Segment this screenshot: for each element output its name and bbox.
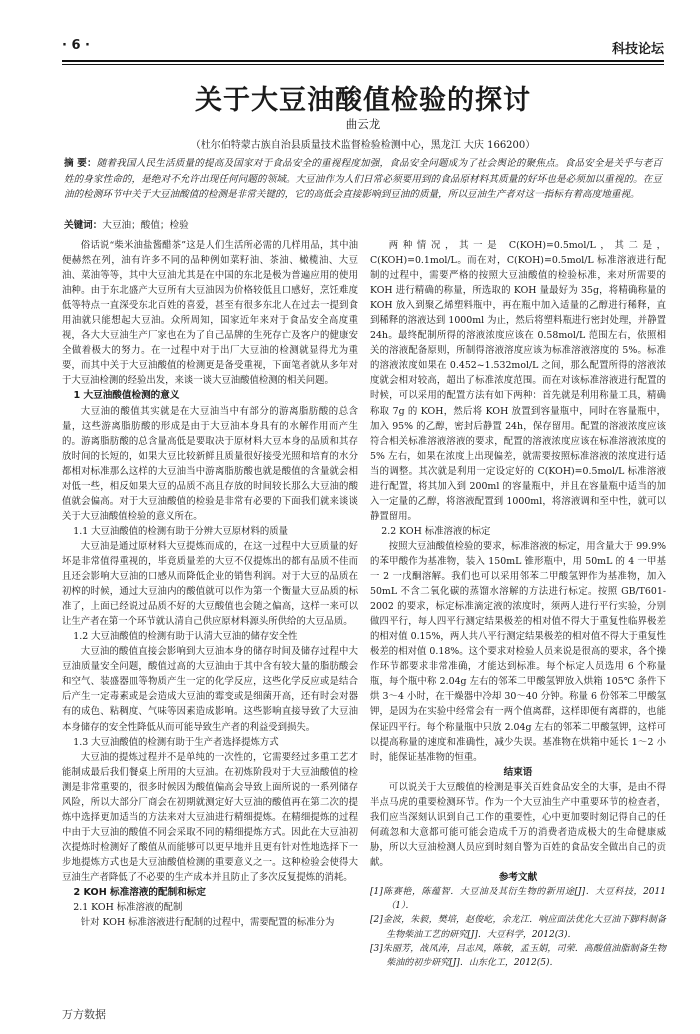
subsection-heading: 1.3 大豆油酸值的检测有助于生产者选择提炼方式 — [73, 736, 279, 748]
left-column — [62, 238, 358, 930]
paragraph: 大豆油是通过原材料大豆提炼而成的，在这一过程中大豆质量的好坏是非常值得重视的，毕竟质量差的大豆不仅提炼出的都有品质不佳而且还会影响大豆油的口感从而降低企业的销售利润。对于大豆的品质在初榨的时候，通过大豆油内的酸值就可以作为第一个衡量大豆品质的标准了，上面已经说过品质不好的大豆酸值也会随之偏高，这样一来可以让生产者在第一个环节就认清自己供应原材料源头所供给的大豆品质。 — [62, 540, 358, 628]
section-name: 科技论坛 — [611, 42, 664, 57]
footer-watermark: 万方数据 — [62, 1008, 106, 1021]
abstract-label: 摘 要： — [64, 158, 97, 169]
affiliation: （杜尔伯特蒙古族自治县质量技术监督检验检测中心，黑龙江 大庆 166200） — [190, 140, 536, 151]
section-heading: 2 KOH 标准溶液的配制和标定 — [73, 887, 206, 899]
subsection-heading: 2.2 KOH 标准溶液的标定 — [381, 525, 491, 537]
references-list — [370, 885, 666, 970]
paragraph: 大豆油的提炼过程并不是单纯的一次性的，它需要经过多重工艺才能制成最后我们餐桌上所用的大豆油。在初炼阶段对于大豆油酸值的检测是非常重要的，很多时候因为酸值偏高会导致上面所说的一系列储存风险，所以大部分厂商会在初期就测定好大豆油的酸值再在第二次的提炼中选择更加适当的方法来对大豆油进行精细提炼。在精细提炼的过程中由于大豆油的酸值不同会采取不同的精细提炼方式。因此在大豆油初次提炼时检测好了酸值从而能够可以更早地并且更有针对性地选择下一步地提炼方式也是大豆油酸值检测的重要意义之一。这种检验会使得大豆油生产者降低了不必要的生产成本并且防止了多次反复提炼的消耗。 — [62, 751, 358, 883]
paragraph: 针对 KOH 标准溶液进行配制的过程中，需要配置的标准分为 — [80, 917, 335, 929]
running-header — [62, 38, 664, 60]
header-rule-thin — [62, 64, 664, 65]
paragraph: 两种情况，其一是 C(KOH)=0.5mol/L，其二是，C(KOH)=0.1mol/L。而在对，C(KOH)=0.5mol/L 标准溶液进行配制的过程中，需要严格的按照大豆油酸值的检验标准，来对所需要的 KOH 进行精确的称量，所选取的 KOH 量最好为 35g，将精确称量的 KOH 放入到聚乙烯塑料瓶中，再在瓶中加入适量的乙醇进行稀释，直到稀释的溶液达到 1000ml 为止，然后将塑料瓶进行密封处理，并静置 24h。最终配制所得的溶液浓度应该在 0.58mol/L 范围左右，依照相关的溶液配备原则，所制得溶液溶度应该为标准溶液溶度的 5%。标准的溶液浓度如果在 0.452~1.532mol/L 之间，那么配置所得的溶液浓度就会相对较高，超出了标准浓度范围。而在对该标准溶液进行配置的时候，可以采用的配置方法有如下两种：首先就是利用称量工具，精确称取 7g 的 KOH，然后将 KOH 放置到容量瓶中，同时在容量瓶中，加入 95% 的乙醇，密封后静置 24h，保存留用。配置的溶液浓度应该符合相关标准溶液溶液的要求，配置的溶液浓度应该在标准溶液浓度的 5% 左右，如果在浓度上出现偏差，就需要按照标准溶液的浓度进行适当的调整。其次就是利用一定设定好的 C(KOH)=0.5mol/L 标准溶液进行配置，将其加入到 200ml 的容量瓶中，并且在容量瓶中适当的加入一定量的乙醇，将溶液配置到 1000ml，将溶液调和至中性，就可以静置留用。 — [370, 240, 666, 522]
abstract — [64, 156, 662, 203]
paragraph: 可以说关于大豆酸值的检测是事关百姓食品安全的大事，是由不得半点马虎的重要检测环节。作为一个大豆油生产中重要环节的检查者，我们应当深刻认识到自己工作的重要性，心中更加要时刻记得自己的任何疏忽和大意都可能可能会造成千万的消费者造成极大的生命健康威胁，所以大豆油检测人员应到时刻自警为百姓的食品安全做出自己的贡献。 — [370, 781, 666, 868]
keywords-label: 关键词： — [64, 220, 103, 231]
reference-item: [3]朱丽芳，战凤涛，吕志凤，陈敏，孟玉娟，司荣．高酸值油脂制备生物柴油的初步研究[J]．山东化工，2012(5)． — [370, 943, 666, 969]
section-heading: 1 大豆油酸值检测的意义 — [73, 390, 180, 402]
paragraph: 大豆油的酸值其实就是在大豆油当中有部分的游离脂肪酸的总含量，这些游离脂肪酸的形成是由于大豆油本身具有的水解作用而产生的。游离脂肪酸的总含量高低是要取决于原材料大豆本身的品质和其存放时间的长短的，如果大豆比较新鲜且质量很好接受光照和培育的水分都相对标准那么这样的大豆油当中游离脂肪酸也就是酸值的含量就会相对低一些，相反如果大豆的品质不高且存放的时间较长那么大豆油的酸值就会偏高。对于大豆油酸值的检验是非常有必要的下面我们就来谈谈关于大豆油酸值检验的意义所在。 — [62, 405, 358, 522]
references-heading: 参考文献 — [498, 871, 538, 883]
abstract-text: 随着我国人民生活质量的提高及国家对于食品安全的重视程度加强，食品安全问题成为了社会舆论的聚焦点。食品安全是关乎与老百姓的身家性命的，是绝对不允许出现任何问题的领域。大豆油作为人们日常必须要用到的食品原材料其质量的好坏也是必须加以重视的。在豆油的检测环节中关于大豆油酸值的检测是非常关键的，它的高低会直接影响到豆油的质量，所以豆油生产者对这一指标有着高度地重视。 — [64, 158, 663, 200]
reference-item: [2]金波，朱毅，樊培，赵俊屹，余龙江．响应面法优化大豆油下脚料制备生物柴油工艺的研究[J]．大豆科学，2012(3)． — [370, 915, 666, 940]
paragraph: 大豆油的酸值直接会影响到大豆油本身的储存时间及储存过程中大豆油质量安全问题，酸值过高的大豆油由于其中含有较大量的脂肪酸会和空气、装盛器皿等物质产生一定的化学反应，这些化学反应或是结合后产生一定毒素或是会造成大豆油的霉变或是细菌开高，还有时会对器有的成色、粘稠度、气味等因素造成影响。这些影响直接导致了大豆油本身储存的安全性降低从而可能导致生产者的利益受到损失。 — [62, 646, 358, 733]
header-rule — [62, 60, 664, 62]
article-title: 关于大豆油酸值检验的探讨 — [195, 85, 531, 116]
page-number: · 6 · — [62, 38, 90, 53]
conclusion-heading: 结束语 — [503, 766, 533, 778]
subsection-heading: 2.1 KOH 标准溶液的配制 — [73, 902, 183, 914]
paragraph: 按照大豆油酸值检验的要求，标准溶液的标定，用含量大于 99.9% 的苯甲酸作为基准物，装入 150mL 锥形瓶中，用 50mL 的 4 一甲基一 2 一戊酮溶解。我们也可以采用邻苯二甲酸氢钾作为基准物，加入 50mL 不含二氧化碳的蒸馏水溶解的方法进行标定。按照 GB/T601-2002 的要求，标定标准滴定液的浓度时，须两人进行平行实验，分别做四平行，每人四平行测定结果极差的相对值不得大于重复性临界极差的相对值 0.15%，两人共八平行测定结果极差的相对值不得大于重复性极差的相对值 0.18%。这个要求对检验人员来说是很高的要求，各个操作环节都要求非常准确，才能达到标准。每个标定人员选用 6 个称量瓶，每个瓶中称 2.04g 左右的邻苯二甲酸氢钾放入烘箱 105℃ 条件下烘 3～4 小时，在干燥器中冷却 30～40 分钟。称量 6 份邻苯二甲酸氢钾，是因为在实验中经常会有一两个值离群，这样即便有离群的，也能保证四平行。每个称量瓶中只放 2.04g 左右的邻苯二甲酸氢钾，这样可以提高称量的速度和准确性，减少失误。基准物在烘箱中延长 1～2 小时，能保证基准物的恒重。 — [370, 540, 666, 763]
paragraph: 俗话说“柴米油盐酱醋茶”这是人们生活所必需的几样用品，其中油便赫然在列，油有许多不同的品种例如菜籽油、茶油、橄榄油、大豆油、菜油等等，其中大豆油尤其是在中国的东北是极为普遍应用的使用油种。由于东北盛产大豆所有大豆油因为价格较低且口感好，烹饪难度低等特点一直深受东北百姓的喜爱，甚至有很多东北人在过去一提到食用油就只能想起大豆油。众所周知，国家近年来对于食品安全高度重视，各大大豆油生产厂家也在为了自己品牌的生死存亡及客户的健康安全做着极大的努力。在一过程中对于出厂大豆油的检测就显得尤为重要，而其中关于大豆油酸值的检测更是备受重视，下面笔者就从多年对于大豆油检测的经验出发，来谈一谈大豆油酸值检测的相关问题。 — [62, 240, 358, 387]
reference-item: [1]陈赛艳，陈蕴智．大豆油及其衍生物的新用途[J]．大豆科技，2011（1）． — [370, 887, 666, 912]
author: 曲云龙 — [345, 117, 381, 131]
subsection-heading: 1.2 大豆油酸值的检测有助于认清大豆油的储存安全性 — [73, 631, 298, 643]
keywords — [64, 218, 662, 233]
right-column — [370, 238, 666, 970]
keywords-text: 大豆油；酸值；检验 — [102, 220, 189, 231]
subsection-heading: 1.1 大豆油酸值的检测有助于分辨大豆原材料的质量 — [73, 525, 289, 537]
